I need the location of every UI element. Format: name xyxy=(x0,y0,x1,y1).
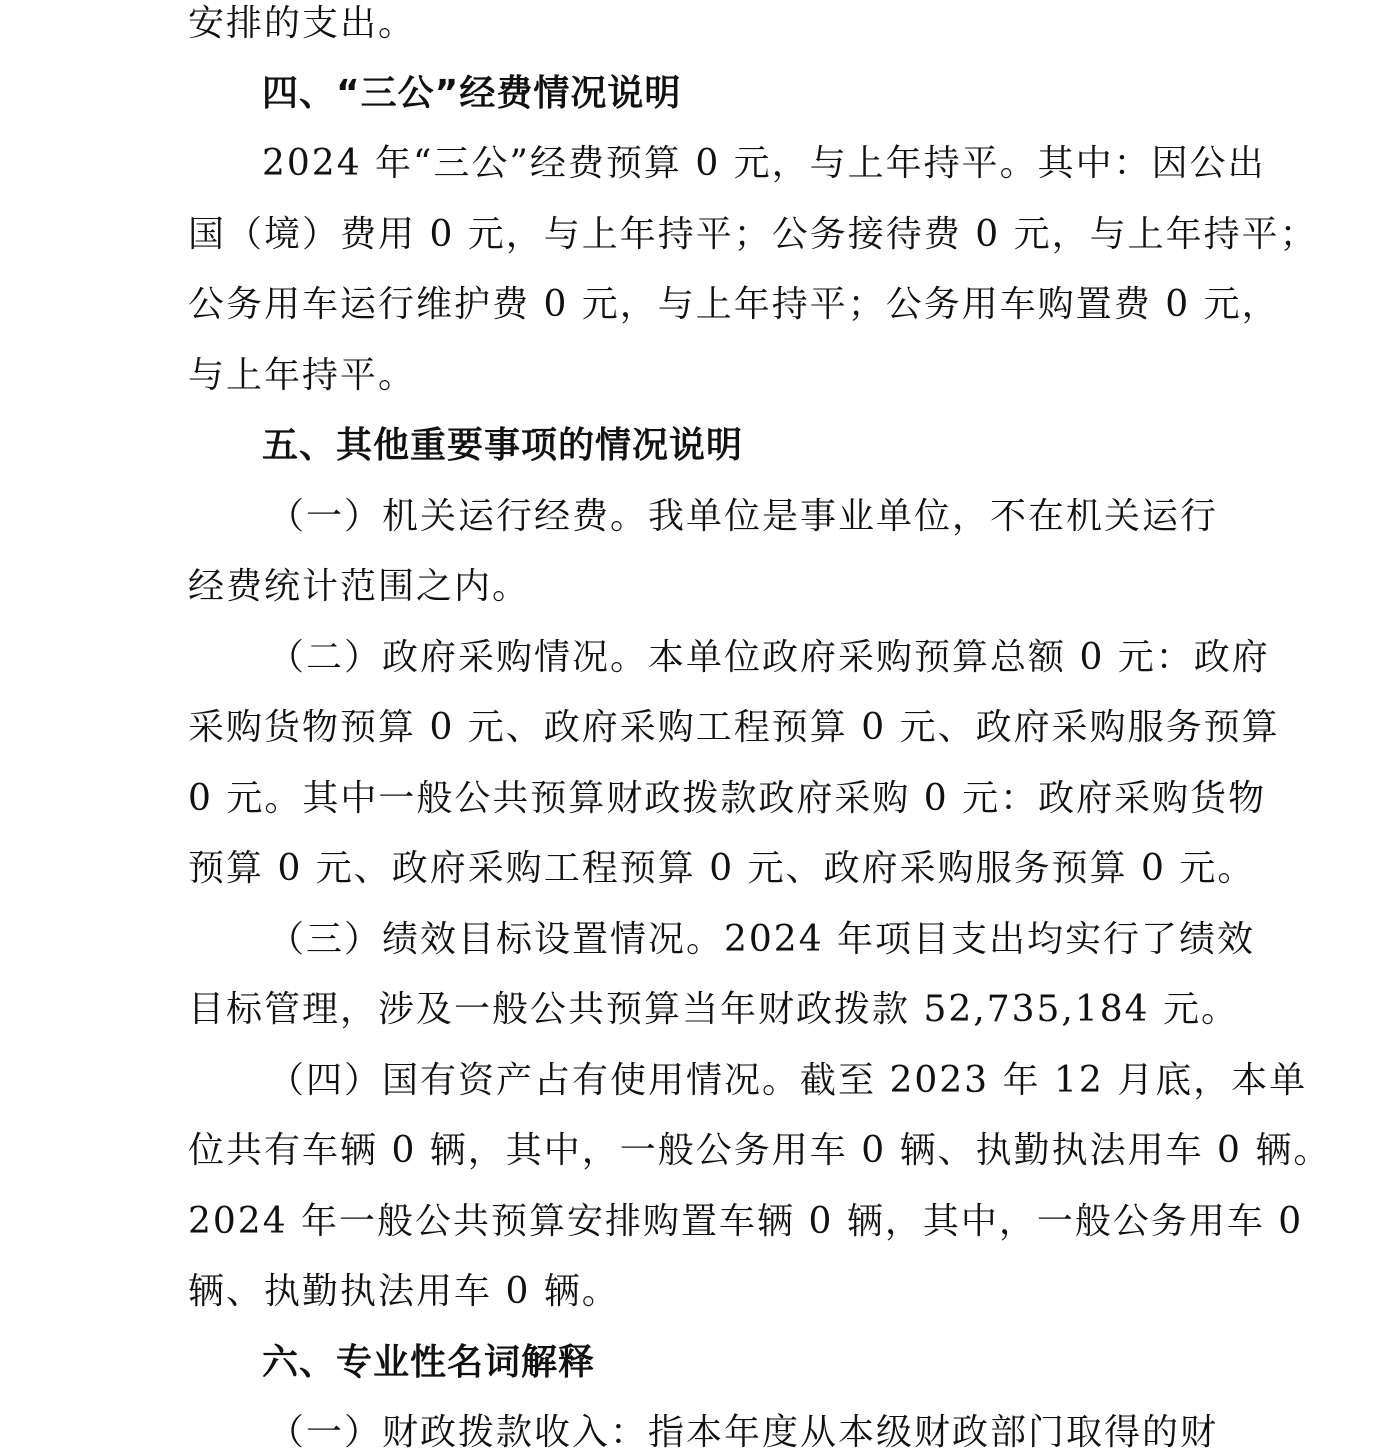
paragraph-line: 目标管理，涉及一般公共预算当年财政拨款 52,735,184 元。 xyxy=(188,989,1240,1030)
section-heading-4: 四、“三公”经费情况说明 xyxy=(262,73,682,114)
section-heading-5: 五、其他重要事项的情况说明 xyxy=(262,425,744,466)
paragraph-line: 2024 年一般公共预算安排购置车辆 0 辆，其中，一般公务用车 0 xyxy=(188,1201,1304,1242)
paragraph-line: 辆、执勤执法用车 0 辆。 xyxy=(188,1271,620,1312)
paragraph-line: （一）机关运行经费。我单位是事业单位，不在机关运行 xyxy=(268,496,1219,537)
paragraph-line: （一）财政拨款收入：指本年度从本级财政部门取得的财 xyxy=(268,1412,1219,1453)
paragraph-line: （四）国有资产占有使用情况。截至 2023 年 12 月底，本单 xyxy=(268,1060,1308,1101)
paragraph-line: 公务用车运行维护费 0 元，与上年持平；公务用车购置费 0 元， xyxy=(188,284,1280,325)
paragraph-line: 预算 0 元、政府采购工程预算 0 元、政府采购服务预算 0 元。 xyxy=(188,848,1256,889)
section-heading-6: 六、专业性名词解释 xyxy=(262,1342,596,1383)
paragraph-line: 安排的支出。 xyxy=(188,3,417,44)
paragraph-line: （三）绩效目标设置情况。2024 年项目支出均实行了绩效 xyxy=(268,919,1256,960)
paragraph-line: 位共有车辆 0 辆，其中，一般公务用车 0 辆、执勤执法用车 0 辆。 xyxy=(188,1130,1332,1171)
paragraph-line: 与上年持平。 xyxy=(188,355,417,396)
paragraph-line: 国（境）费用 0 元，与上年持平；公务接待费 0 元，与上年持平； xyxy=(188,214,1318,255)
paragraph-line: 0 元。其中一般公共预算财政拨款政府采购 0 元：政府采购货物 xyxy=(188,778,1267,819)
paragraph-line: （二）政府采购情况。本单位政府采购预算总额 0 元：政府 xyxy=(268,637,1270,678)
paragraph-line: 2024 年“三公”经费预算 0 元，与上年持平。其中：因公出 xyxy=(262,143,1266,184)
paragraph-line: 经费统计范围之内。 xyxy=(188,566,531,607)
paragraph-line: 采购货物预算 0 元、政府采购工程预算 0 元、政府采购服务预算 xyxy=(188,707,1280,748)
